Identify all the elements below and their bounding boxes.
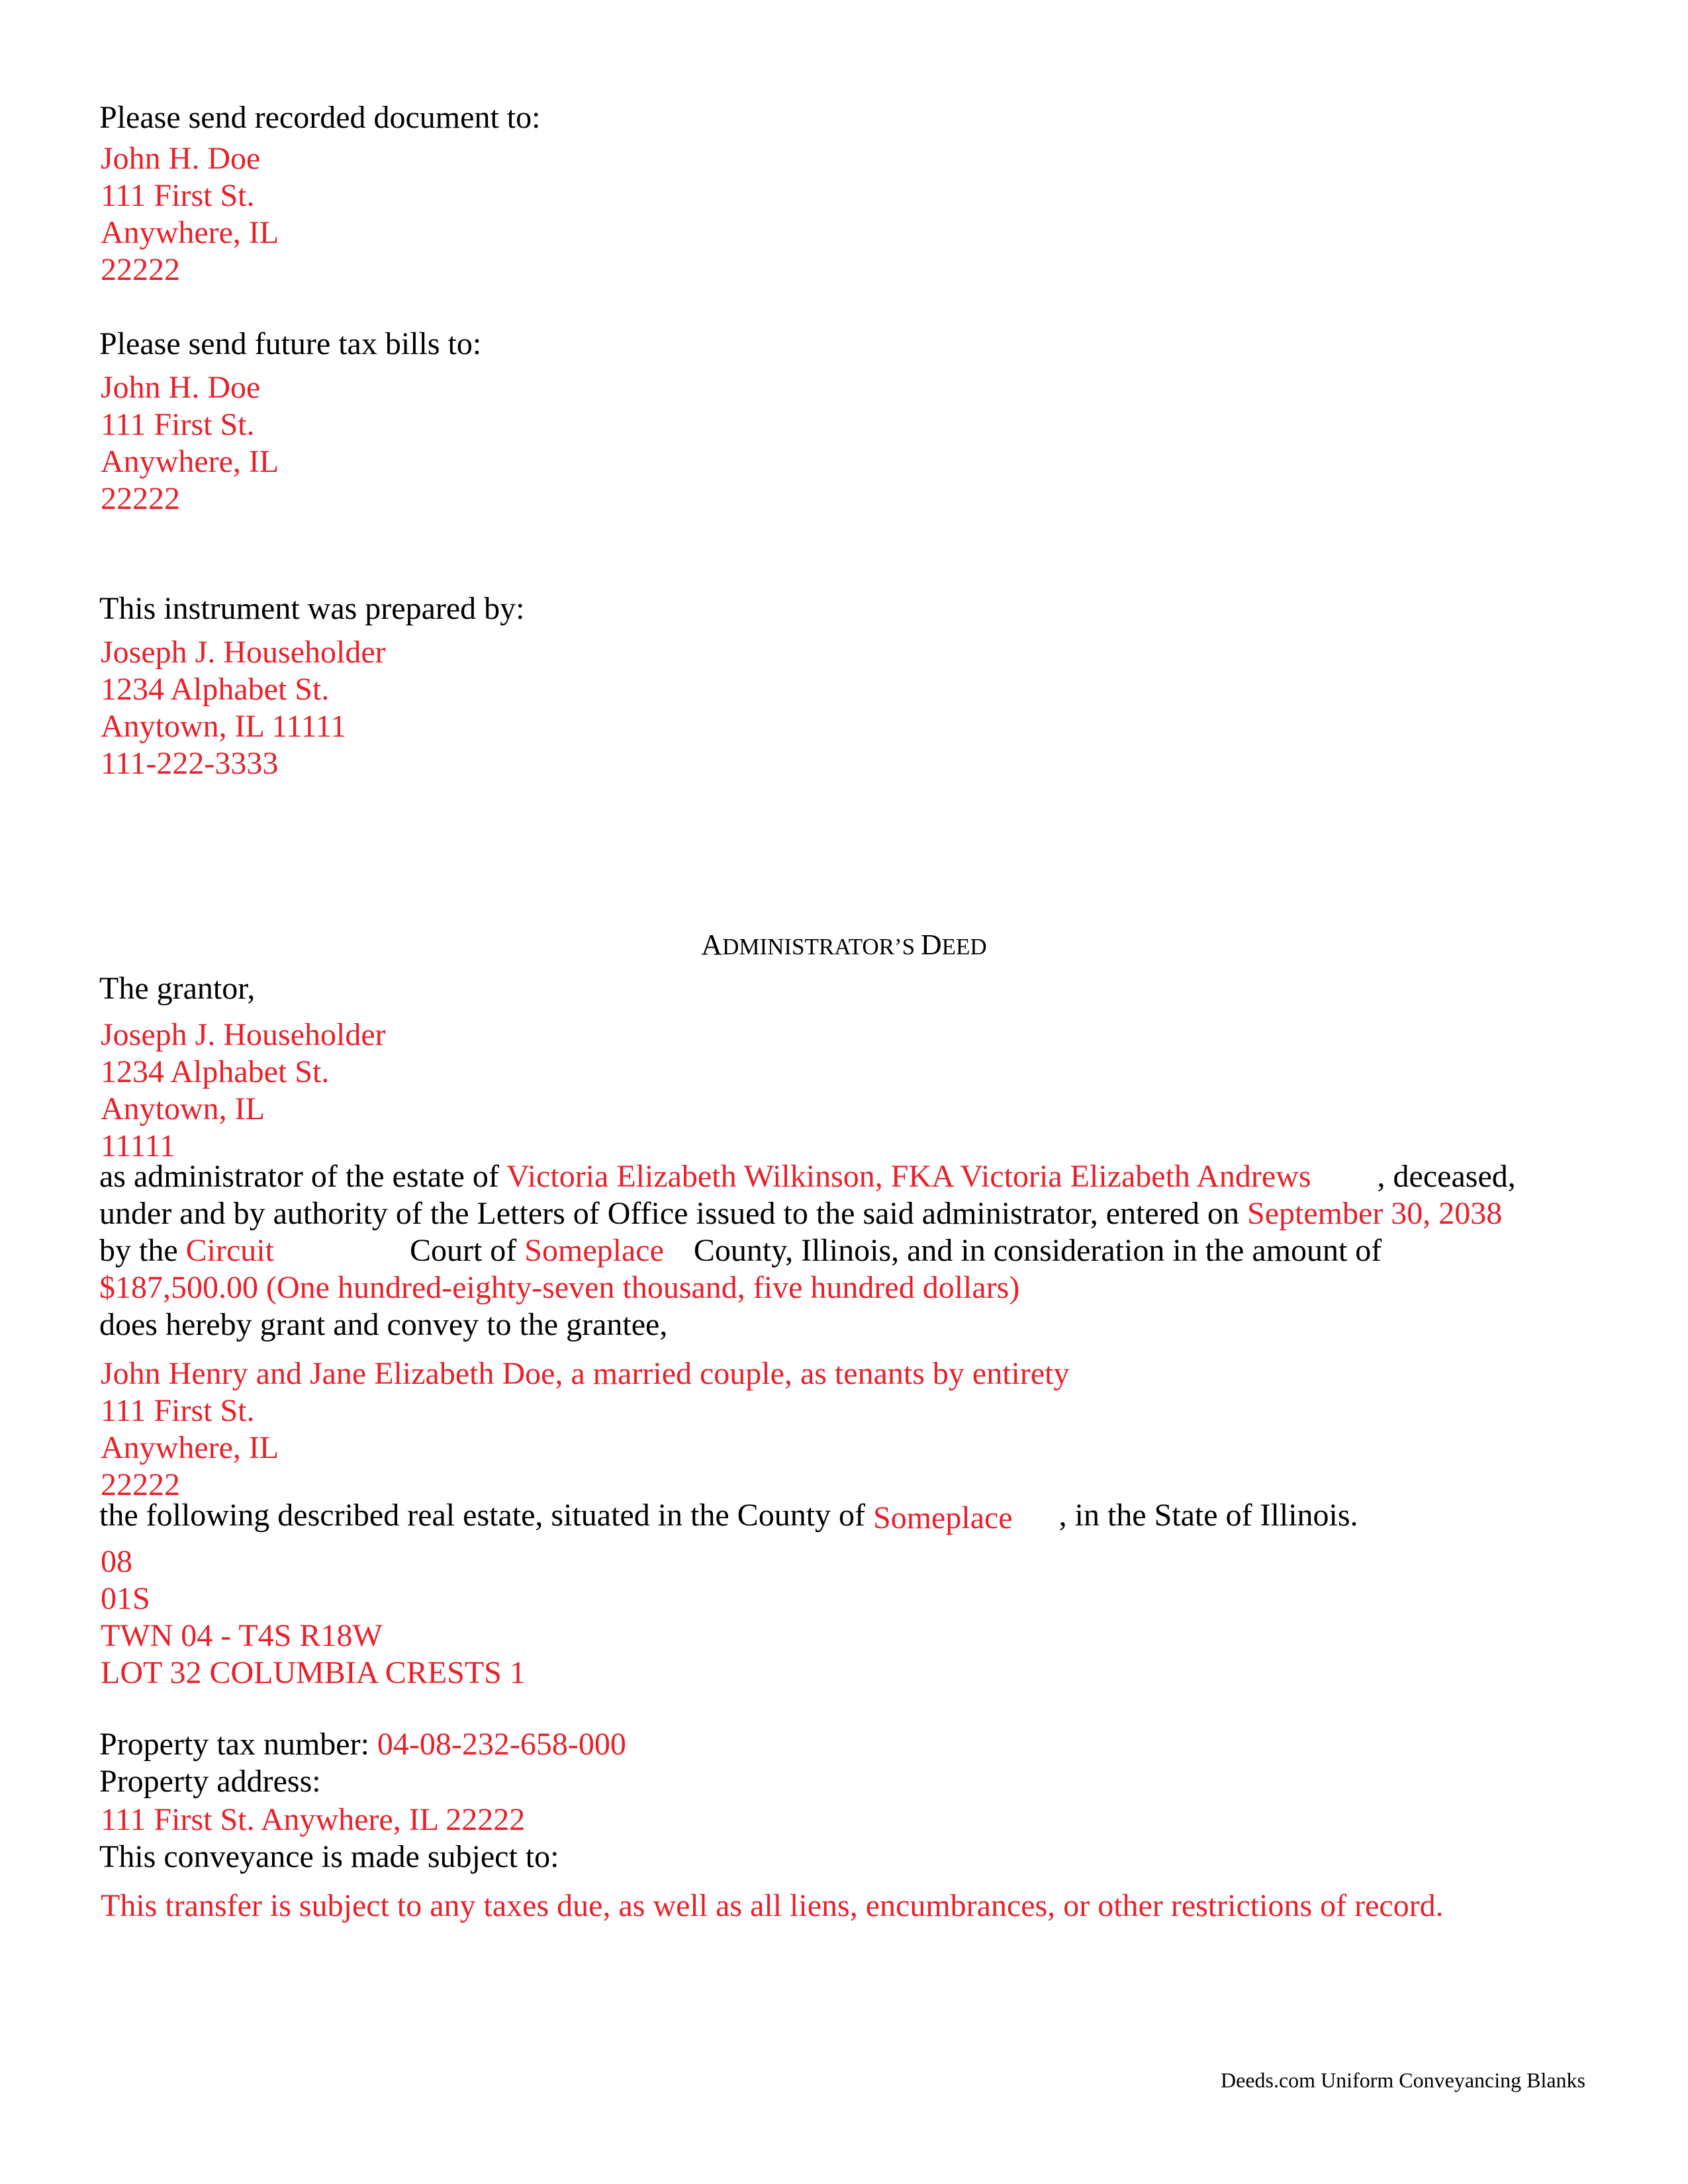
tax-bills-street: 111 First St. — [101, 407, 255, 442]
grantee-city: Anywhere, IL — [101, 1430, 279, 1465]
recorded-label: Please send recorded document to: — [99, 100, 541, 135]
recorded-city: Anywhere, IL — [101, 215, 279, 250]
title-apos: ’S — [894, 934, 921, 960]
legal-line: TWN 04 - T4S R18W — [101, 1618, 383, 1653]
situated-county: Someplace — [873, 1500, 1013, 1535]
body-l3-text: by the — [99, 1233, 186, 1268]
situated-state: , in the State of Illinois. — [1058, 1498, 1358, 1533]
tax-number-line — [99, 1726, 626, 1762]
grantor-zip: 11111 — [101, 1128, 175, 1163]
decedent-name: Victoria Elizabeth Wilkinson, FKA Victoria Elizabeth Andrews — [506, 1159, 1311, 1194]
tax-number-value: 04-08-232-658-000 — [377, 1727, 626, 1762]
body-l3-consideration: County, Illinois, and in consideration in the amount of — [693, 1233, 1382, 1268]
letters-date: September 30, 2038 — [1247, 1196, 1503, 1231]
footer-text: Deeds.com Uniform Conveyancing Blanks — [1221, 2068, 1585, 2092]
tax-number-label: Property tax number: — [99, 1727, 377, 1762]
legal-line: LOT 32 COLUMBIA CRESTS 1 — [101, 1655, 526, 1690]
legal-line: 08 — [101, 1544, 132, 1579]
subject-label: This conveyance is made subject to: — [99, 1839, 559, 1874]
prepared-city: Anytown, IL 11111 — [101, 709, 347, 744]
grantor-label: The grantor, — [99, 971, 256, 1006]
deed-title — [0, 928, 1688, 962]
body-line-1 — [99, 1158, 1516, 1195]
prepared-label: This instrument was prepared by: — [99, 591, 525, 626]
title-cap-a: A — [701, 929, 723, 961]
recorded-street: 111 First St. — [101, 178, 255, 213]
body-line-3 — [99, 1232, 1382, 1269]
body-l3-court-of: Court of — [409, 1233, 525, 1268]
court-type: Circuit — [185, 1233, 274, 1268]
court-county: Someplace — [524, 1233, 664, 1268]
situated-text: the following described real estate, situated in the County of — [99, 1498, 874, 1533]
body-l1-text: as administrator of the estate of — [99, 1159, 506, 1194]
legal-line: 01S — [101, 1581, 150, 1616]
legal-description — [101, 1543, 526, 1692]
property-address-value: 111 First St. Anywhere, IL 22222 — [101, 1802, 526, 1837]
grantor-street: 1234 Alphabet St. — [101, 1054, 330, 1089]
body-line-2 — [99, 1195, 1502, 1232]
situated-line — [99, 1497, 1358, 1533]
grantor-address — [101, 1017, 386, 1165]
body-l2-text: under and by authority of the Letters of Office issued to the said administrator, entered on — [99, 1196, 1248, 1231]
recorded-zip: 22222 — [101, 252, 180, 287]
title-cap-d: D — [920, 929, 942, 961]
tax-bills-city: Anywhere, IL — [101, 444, 279, 479]
grantee-address — [101, 1355, 1069, 1504]
tax-bills-name: John H. Doe — [101, 370, 261, 405]
recorded-name: John H. Doe — [101, 141, 261, 176]
grantee-street: 111 First St. — [101, 1393, 255, 1428]
prepared-name: Joseph J. Householder — [101, 635, 386, 670]
grantor-name: Joseph J. Householder — [101, 1017, 386, 1052]
tax-bills-label: Please send future tax bills to: — [99, 326, 482, 361]
tax-bills-address — [101, 369, 279, 518]
title-rest-2: EED — [941, 934, 987, 960]
prepared-phone: 111-222-3333 — [101, 746, 279, 781]
prepared-address — [101, 634, 386, 782]
title-rest-1: DMINISTRATOR — [722, 934, 894, 960]
grantor-city: Anytown, IL — [101, 1091, 265, 1126]
grantee-name: John Henry and Jane Elizabeth Doe, a married couple, as tenants by entirety — [101, 1356, 1070, 1391]
recorded-address — [101, 140, 279, 289]
property-address-label: Property address: — [99, 1764, 321, 1799]
tax-bills-zip: 22222 — [101, 481, 180, 516]
body-l1-deceased: , deceased, — [1377, 1159, 1516, 1194]
grantee-zip: 22222 — [101, 1467, 180, 1502]
prepared-street: 1234 Alphabet St. — [101, 672, 330, 707]
consideration-amount: $187,500.00 (One hundred-eighty-seven thousand, five hundred dollars) — [99, 1270, 1020, 1305]
body-line-5: does hereby grant and convey to the grantee, — [99, 1307, 668, 1342]
subject-text: This transfer is subject to any taxes due, as well as all liens, encumbrances, or other restrictions of record. — [101, 1888, 1444, 1923]
